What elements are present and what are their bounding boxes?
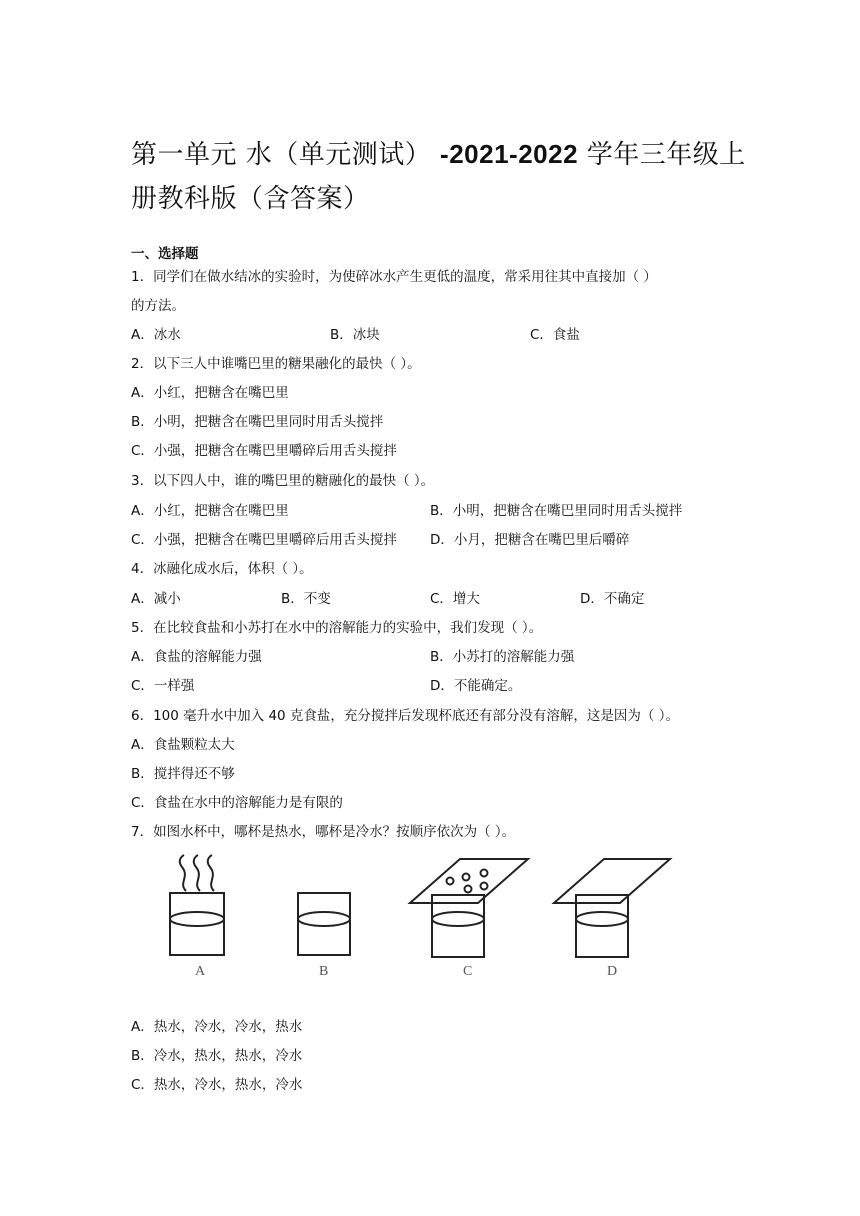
question-2-option-a: A．小红，把糖含在嘴巴里 [131, 385, 289, 401]
question-5-option-d: D．不能确定。 [430, 678, 522, 694]
cup-a-hot-illustration [170, 855, 224, 955]
question-3-stem: 3．以下四人中，谁的嘴巴里的糖融化的最快（ ）。 [131, 473, 435, 489]
question-1-stem-line-2: 的方法。 [131, 298, 185, 314]
question-4-option-b: B．不变 [281, 591, 331, 607]
question-7-option-a: A．热水，冷水，冷水，热水 [131, 1019, 303, 1035]
question-1-stem-line-1: 1．同学们在做水结冰的实验时，为使碎冰水产生更低的温度，常采用往其中直接加（ ） [131, 269, 657, 285]
title-line1-years: -2021-2022 [440, 139, 579, 169]
question-3-option-b: B．小明，把糖含在嘴巴里同时用舌头搅拌 [430, 503, 683, 519]
document-title [131, 132, 751, 221]
question-2-option-c: C．小强，把糖含在嘴巴里嚼碎后用舌头搅拌 [131, 443, 397, 459]
question-2-stem: 2．以下三人中谁嘴巴里的糖果融化的最快（ ）。 [131, 356, 421, 372]
question-3-option-a: A．小红，把糖含在嘴巴里 [131, 503, 289, 519]
cup-c-covered-droplets-illustration [410, 859, 528, 957]
title-line1-cn: 第一单元 水（单元测试） [131, 140, 441, 170]
question-5-stem: 5．在比较食盐和小苏打在水中的溶解能力的实验中，我们发现（ ）。 [131, 620, 543, 636]
question-5-option-a: A．食盐的溶解能力强 [131, 649, 262, 665]
question-5-option-c: C．一样强 [131, 678, 195, 694]
question-4-option-a: A．减小 [131, 591, 181, 607]
figure-label-a: A [195, 964, 206, 979]
section-heading: 一、选择题 [131, 246, 199, 262]
title-line1-cn2: 学年三年级上 [578, 140, 746, 170]
question-2-option-b: B．小明，把糖含在嘴巴里同时用舌头搅拌 [131, 414, 384, 430]
question-5-option-b: B．小苏打的溶解能力强 [430, 649, 575, 665]
question-7-option-b: B．冷水，热水，热水，冷水 [131, 1048, 303, 1064]
question-3-option-c: C．小强，把糖含在嘴巴里嚼碎后用舌头搅拌 [131, 532, 397, 548]
question-4-stem: 4．冰融化成水后，体积（ ）。 [131, 561, 313, 577]
question-6-option-b: B．搅拌得还不够 [131, 766, 235, 782]
cup-b-illustration [298, 893, 350, 955]
title-line2: 册教科版（含答案） [131, 184, 370, 214]
question-4-option-c: C．增大 [430, 591, 480, 607]
cup-d-covered-illustration [554, 859, 670, 957]
question-6-option-a: A．食盐颗粒太大 [131, 737, 235, 753]
question-6-stem: 6．100 毫升水中加入 40 克食盐，充分搅拌后发现杯底还有部分没有溶解，这是因为（ ）。 [131, 708, 679, 724]
question-1-option-b: B．冰块 [330, 327, 380, 343]
question-7-option-c: C．热水，冷水，热水，冷水 [131, 1077, 303, 1093]
question-1-option-a: A．冰水 [131, 327, 181, 343]
question-6-option-c: C．食盐在水中的溶解能力是有限的 [131, 795, 343, 811]
question-3-option-d: D．小月，把糖含在嘴巴里后嚼碎 [430, 532, 630, 548]
question-1-option-c: C．食盐 [530, 327, 580, 343]
figure-label-c: C [463, 964, 473, 979]
question-4-option-d: D．不确定 [580, 591, 645, 607]
question-7-stem: 7．如图水杯中，哪杯是热水，哪杯是冷水？按顺序依次为（ ）。 [131, 824, 516, 840]
cups-figure [150, 853, 690, 983]
figure-label-d: D [607, 964, 618, 979]
figure-label-b: B [319, 964, 329, 979]
